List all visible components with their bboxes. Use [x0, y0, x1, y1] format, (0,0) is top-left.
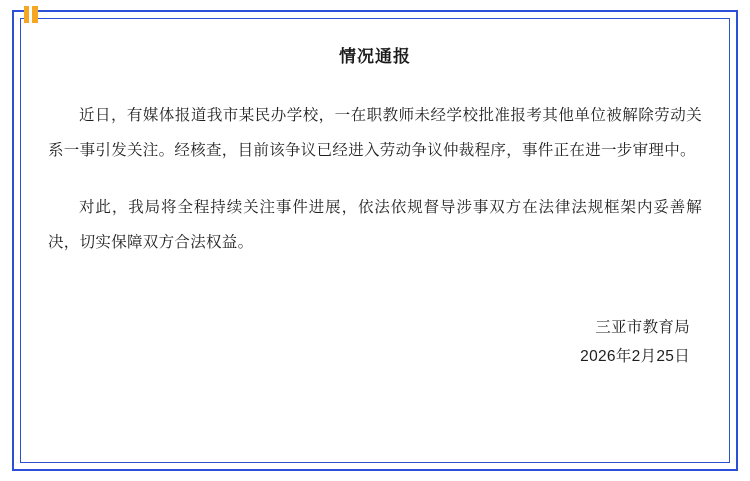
- signature-date: 2026年2月25日: [580, 347, 690, 365]
- body-paragraph: 近日，有媒体报道我市某民办学校，一在职教师未经学校批准报考其他单位被解除劳动关系一事引发关注。经核查，目前该争议已经进入劳动争议仲裁程序，事件正在进一步审理中。: [48, 107, 702, 159]
- document-content: [48, 28, 702, 453]
- signature-issuer: 三亚市教育局: [595, 318, 690, 336]
- signature-block: [48, 313, 702, 372]
- body-paragraph: 对此，我局将全程持续关注事件进展，依法依规督导涉事双方在法律法规框架内妥善解决，切实保障双方合法权益。: [48, 198, 702, 251]
- page-title: 情况通报: [339, 47, 411, 66]
- corner-accent-mark-icon: [24, 6, 38, 23]
